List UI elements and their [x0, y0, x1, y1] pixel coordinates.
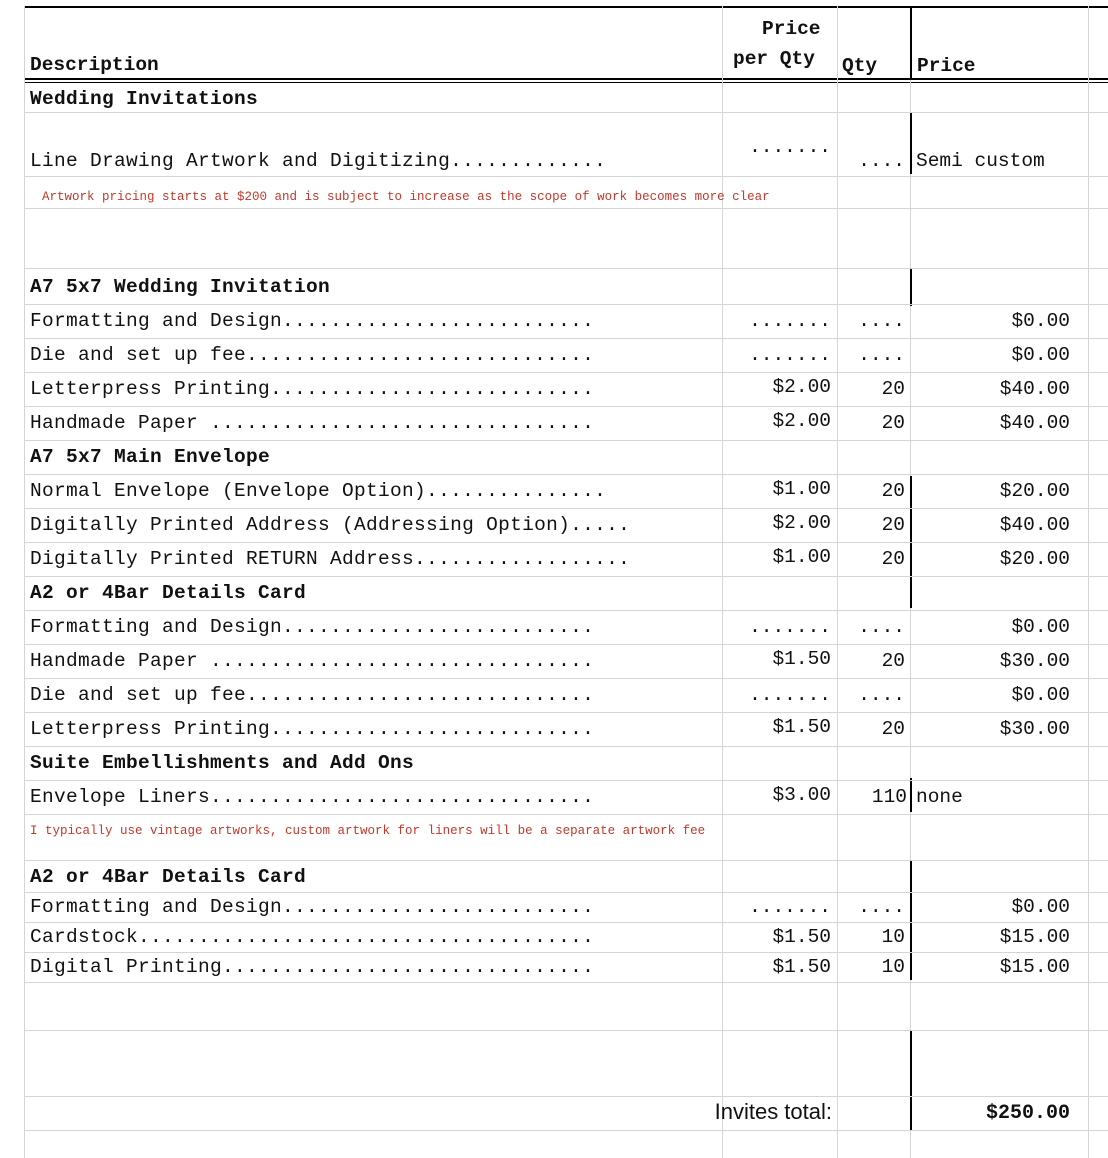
item-price: $30.00 — [999, 650, 1070, 672]
item-description: Handmade Paper ................................ — [30, 414, 595, 434]
item-qty: 20 — [881, 378, 905, 400]
item-price: $0.00 — [1011, 310, 1070, 332]
item-price-per-qty: $2.00 — [772, 376, 831, 398]
item-price: none — [916, 786, 963, 808]
item-qty: 10 — [881, 956, 905, 978]
header-border — [24, 78, 1108, 80]
item-description: Digitally Printed Address (Addressing Option)..... — [30, 516, 631, 536]
item-price: $15.00 — [999, 926, 1070, 948]
item-qty: 20 — [881, 650, 905, 672]
item-qty: .... — [858, 896, 905, 918]
item-description: Letterpress Printing........................... — [30, 380, 595, 400]
item-price: $40.00 — [999, 514, 1070, 536]
item-qty: 20 — [881, 514, 905, 536]
col-divider-right — [1088, 6, 1089, 1158]
item-qty: .... — [858, 310, 905, 332]
header-border-double — [24, 82, 1108, 83]
price-col-border-4 — [910, 574, 912, 608]
col-divider-left — [24, 6, 25, 1158]
item-description: Handmade Paper ................................ — [30, 652, 595, 672]
item-description: Normal Envelope (Envelope Option)............... — [30, 482, 607, 502]
item-price: $0.00 — [1011, 616, 1070, 638]
item-price-per-qty: $1.50 — [772, 716, 831, 738]
item-price-per-qty: $1.50 — [772, 926, 831, 948]
item-price-per-qty: $1.00 — [772, 478, 831, 500]
item-price-per-qty: ....... — [749, 310, 831, 332]
item-price: $20.00 — [999, 480, 1070, 502]
item-price: $15.00 — [999, 956, 1070, 978]
item-price-per-qty: $2.00 — [772, 410, 831, 432]
price-col-border-6 — [910, 860, 912, 980]
item-qty: .... — [858, 150, 905, 172]
item-description: Cardstock...................................... — [30, 928, 595, 948]
item-description: Formatting and Design.......................... — [30, 898, 595, 918]
item-qty: 10 — [881, 926, 905, 948]
section-title: A7 5x7 Main Envelope — [30, 446, 271, 468]
item-price-per-qty: $2.00 — [772, 512, 831, 534]
item-price-per-qty: ....... — [749, 896, 831, 918]
item-description: Die and set up fee............................. — [30, 686, 595, 706]
item-price-per-qty: ....... — [749, 684, 831, 706]
invites-total-label: Invites total: — [714, 1099, 832, 1124]
item-price: $40.00 — [999, 378, 1070, 400]
section-title: A2 or 4Bar Details Card — [30, 582, 307, 604]
item-qty: .... — [858, 684, 905, 706]
header-price-per-qty-line2: per Qty — [733, 48, 815, 70]
price-col-border-7 — [910, 1030, 912, 1130]
item-price-per-qty: $1.00 — [772, 546, 831, 568]
header-description: Description — [30, 54, 159, 76]
item-qty: 20 — [881, 480, 905, 502]
col-divider-ppq — [722, 6, 723, 1158]
item-qty: .... — [858, 344, 905, 366]
item-price-per-qty: ....... — [749, 136, 831, 158]
header-price: Price — [917, 55, 976, 77]
price-col-border-1 — [910, 112, 912, 174]
item-description: Digital Printing............................... — [30, 958, 595, 978]
item-price-per-qty: ....... — [749, 616, 831, 638]
item-description: Formatting and Design.......................... — [30, 618, 595, 638]
item-price: $20.00 — [999, 548, 1070, 570]
artwork-pricing-note: Artwork pricing starts at $200 and is subject to increase as the scope of work becomes more clear — [42, 190, 770, 204]
item-description: Line Drawing Artwork and Digitizing............. — [30, 152, 607, 172]
item-price: $30.00 — [999, 718, 1070, 740]
header-qty: Qty — [842, 55, 878, 77]
item-description: Formatting and Design.......................... — [30, 312, 595, 332]
item-description: Digitally Printed RETURN Address.................. — [30, 550, 631, 570]
item-qty: 20 — [881, 548, 905, 570]
item-price-per-qty: $1.50 — [772, 648, 831, 670]
liners-note: I typically use vintage artworks, custom artwork for liners will be a separate artwork fee — [30, 824, 706, 838]
item-description: Letterpress Printing........................... — [30, 720, 595, 740]
item-price-per-qty: ....... — [749, 344, 831, 366]
header-price-per-qty-line1: Price — [762, 18, 821, 40]
price-col-border-2 — [910, 268, 912, 306]
col-divider-qty — [837, 6, 838, 1158]
item-price: $40.00 — [999, 412, 1070, 434]
section-title: A2 or 4Bar Details Card — [30, 866, 307, 888]
invites-total-value: $250.00 — [985, 1102, 1070, 1125]
section-title: Wedding Invitations — [30, 88, 259, 110]
section-title: Suite Embellishments and Add Ons — [30, 752, 415, 774]
item-price: $0.00 — [1011, 344, 1070, 366]
item-price-per-qty: $3.00 — [772, 784, 831, 806]
item-price: $0.00 — [1011, 896, 1070, 918]
item-description: Envelope Liners................................ — [30, 788, 595, 808]
item-price: Semi custom — [916, 150, 1045, 172]
item-price: $0.00 — [1011, 684, 1070, 706]
top-border — [24, 6, 1108, 8]
item-qty: .... — [858, 616, 905, 638]
price-col-border-5 — [910, 778, 912, 812]
price-col-border-3 — [910, 476, 912, 574]
item-description: Die and set up fee............................. — [30, 346, 595, 366]
item-price-per-qty: $1.50 — [772, 956, 831, 978]
item-qty: 20 — [881, 718, 905, 740]
item-qty: 20 — [881, 412, 905, 434]
price-col-border-top — [910, 6, 912, 80]
section-title: A7 5x7 Wedding Invitation — [30, 276, 331, 298]
item-qty: 110 — [871, 786, 907, 808]
